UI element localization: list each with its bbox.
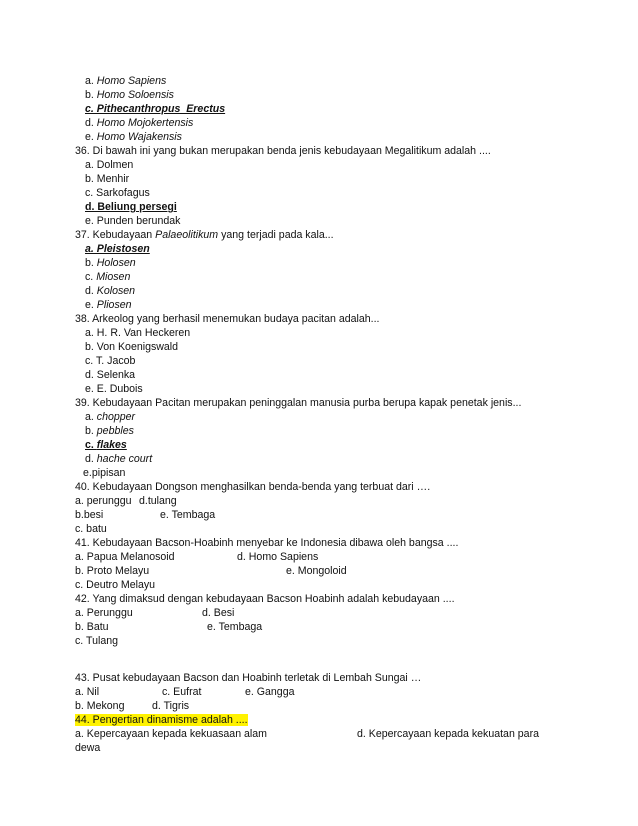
option-35b: b. Homo Soloensis: [85, 89, 174, 101]
option-35d: d. Homo Mojokertensis: [85, 117, 194, 129]
option-44d: d. Kepercayaan kepada kekuatan para: [357, 728, 539, 740]
option-35c-answer: c. Pithecanthropus Erectus: [85, 103, 226, 115]
option-40e: e. Tembaga: [160, 509, 216, 521]
option-43d: d. Tigris: [152, 700, 190, 712]
option-40c: c. batu: [75, 523, 107, 535]
option-42c: c. Tulang: [75, 635, 118, 647]
option-39a: a. chopper: [85, 411, 136, 423]
option-38e: e. E. Dubois: [85, 383, 143, 395]
option-41a: a. Papua Melanosoid: [75, 551, 175, 563]
option-39b: b. pebbles: [85, 425, 134, 437]
question-40: 40. Kebudayaan Dongson menghasilkan benda-benda yang terbuat dari ….: [75, 481, 431, 493]
question-44: 44. Pengertian dinamisme adalah ....: [75, 714, 248, 726]
question-37: 37. Kebudayaan Palaeolitikum yang terjadi pada kala...: [75, 229, 334, 241]
option-37c: c. Miosen: [85, 271, 131, 283]
option-36a: a. Dolmen: [85, 159, 134, 171]
option-35e: e. Homo Wajakensis: [85, 131, 182, 143]
question-41: 41. Kebudayaan Bacson-Hoabinh menyebar ke Indonesia dibawa oleh bangsa ....: [75, 537, 459, 549]
option-36e: e. Punden berundak: [85, 215, 181, 227]
option-35a: a. Homo Sapiens: [85, 75, 167, 87]
option-40b: b.besi: [75, 509, 104, 521]
option-37a-answer: a. Pleistosen: [85, 243, 150, 255]
option-37b: b. Holosen: [85, 257, 136, 269]
option-36d-answer: d. Beliung persegi: [85, 201, 177, 213]
option-36b: b. Menhir: [85, 173, 130, 185]
option-36c: c. Sarkofagus: [85, 187, 150, 199]
option-43a: a. Nil: [75, 686, 100, 698]
option-41c: c. Deutro Melayu: [75, 579, 156, 591]
option-44a: a. Kepercayaan kepada kekuasaan alam: [75, 728, 267, 740]
question-43: 43. Pusat kebudayaan Bacson dan Hoabinh terletak di Lembah Sungai …: [75, 672, 422, 684]
question-42: 42. Yang dimaksud dengan kebudayaan Bacson Hoabinh adalah kebudayaan ....: [75, 593, 455, 605]
option-41e: e. Mongoloid: [286, 565, 347, 577]
option-38b: b. Von Koenigswald: [85, 341, 179, 353]
option-38c: c. T. Jacob: [85, 355, 136, 367]
option-37e: e. Pliosen: [85, 299, 132, 311]
option-38d: d. Selenka: [85, 369, 136, 381]
option-44d-continued: dewa: [75, 742, 101, 754]
option-43e: e. Gangga: [245, 686, 295, 698]
option-37d: d. Kolosen: [85, 285, 136, 297]
option-42d: d. Besi: [202, 607, 235, 619]
question-36: 36. Di bawah ini yang bukan merupakan benda jenis kebudayaan Megalitikum adalah ....: [75, 145, 491, 157]
question-39: 39. Kebudayaan Pacitan merupakan peninggalan manusia purba berupa kapak penetak jenis...: [75, 397, 522, 409]
option-39d: d. hache court: [85, 453, 153, 465]
option-43b: b. Mekong: [75, 700, 125, 712]
option-39e: e.pipisan: [83, 467, 126, 479]
option-42e: e. Tembaga: [207, 621, 263, 633]
option-38a: a. H. R. Van Heckeren: [85, 327, 191, 339]
option-39c-answer: c. flakes: [85, 439, 127, 451]
option-43c: c. Eufrat: [162, 686, 202, 698]
option-40a: a. perunggu: [75, 495, 132, 507]
option-41b: b. Proto Melayu: [75, 565, 150, 577]
option-41d: d. Homo Sapiens: [237, 551, 319, 563]
option-40d: d.tulang: [139, 495, 177, 507]
option-42a: a. Perunggu: [75, 607, 133, 619]
question-38: 38. Arkeolog yang berhasil menemukan budaya pacitan adalah...: [75, 313, 380, 325]
option-42b: b. Batu: [75, 621, 109, 633]
